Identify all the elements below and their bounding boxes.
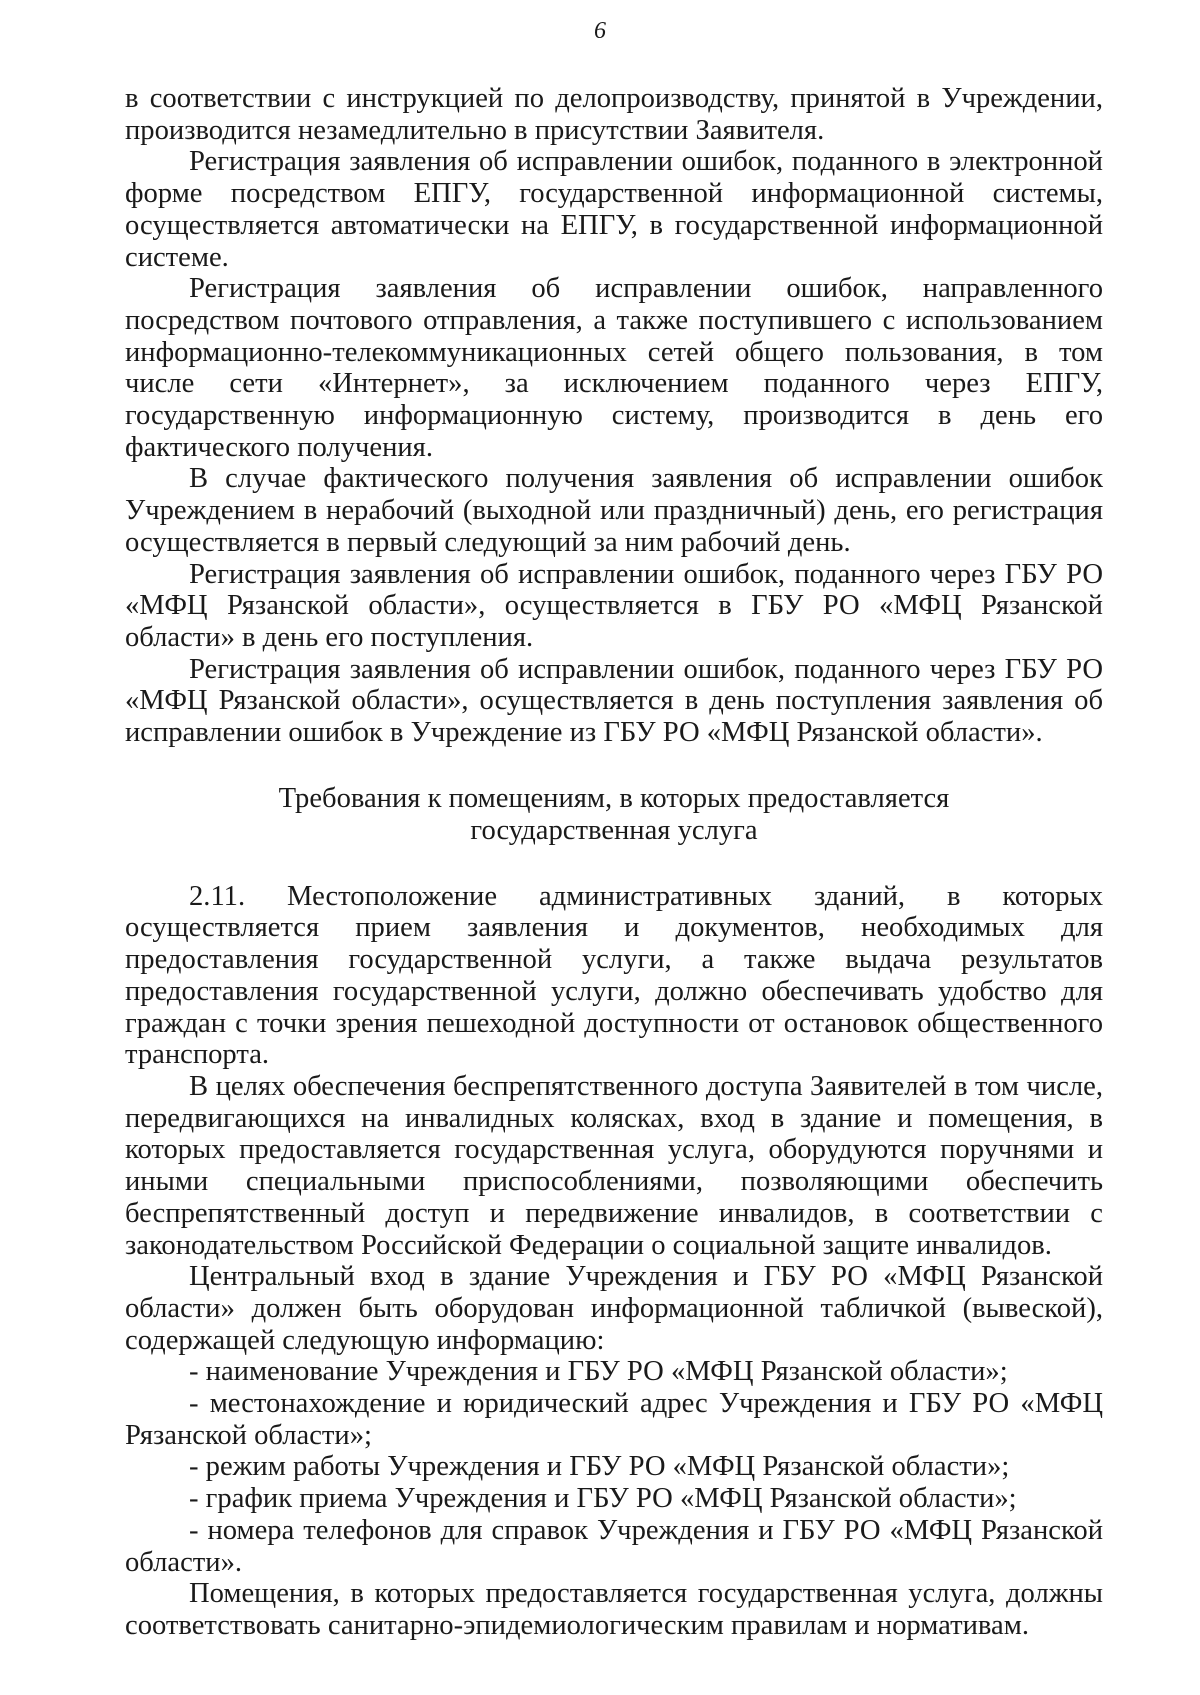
paragraph: Регистрация заявления об исправлении ошибок, направленного посредством почтового отправления, а также поступившего с использованием информационно-телекоммуникационных сетей общего пользования, в том числе сети «Интернет», за исключением поданного через ЕПГУ, государственную информационную систему, производится в день его фактического получения. [125,273,1103,463]
paragraph: в соответствии с инструкцией по делопроизводству, принятой в Учреждении, производится незамедлительно в присутствии Заявителя. [125,83,1103,146]
paragraph: Регистрация заявления об исправлении ошибок, поданного в электронной форме посредством ЕПГУ, государственной информационной системы, осуществляется автоматически на ЕПГУ, в государственной информационной системе. [125,146,1103,273]
list-item: - график приема Учреждения и ГБУ РО «МФЦ Рязанской области»; [189,1483,1017,1515]
paragraph: Регистрация заявления об исправлении ошибок, поданного через ГБУ РО «МФЦ Рязанской области», осуществляется в ГБУ РО «МФЦ Рязанской области» в день его поступления. [125,558,1103,653]
paragraph: Регистрация заявления об исправлении ошибок, поданного через ГБУ РО «МФЦ Рязанской области», осуществляется в день поступления заявления об исправлении ошибок в Учреждение из ГБУ РО «МФЦ Рязанской области». [125,653,1103,749]
paragraph: В случае фактического получения заявления об исправлении ошибок Учреждением в нерабочий (выходной или праздничный) день, его регистрация осуществляется в первый следующий за ним рабочий день. [125,463,1103,558]
section-heading [125,783,1103,847]
section-heading-line: государственная услуга [470,814,758,846]
list-item: - режим работы Учреждения и ГБУ РО «МФЦ Рязанской области»; [189,1451,1010,1483]
list-item: - наименование Учреждения и ГБУ РО «МФЦ Рязанской области»; [189,1356,1008,1388]
paragraph: В целях обеспечения беспрепятственного доступа Заявителей в том числе, передвигающихся на инвалидных колясках, вход в здание и помещения, в которых предоставляется государственная услуга, оборудуются поручнями и иными специальными приспособлениями, позволяющими обеспечить беспрепятственный доступ и передвижение инвалидов, в соответствии с законодательством Российской Федерации о социальной защите инвалидов. [125,1070,1103,1261]
paragraph: Центральный вход в здание Учреждения и ГБУ РО «МФЦ Рязанской области» должен быть оборудован информационной табличкой (вывеской), содержащей следующую информацию: [125,1261,1103,1356]
list-item: - номера телефонов для справок Учреждения и ГБУ РО «МФЦ Рязанской области». [125,1514,1103,1578]
top-paragraphs [125,83,1103,749]
paragraph: 2.11. Местоположение административных зданий, в которых осуществляется прием заявления и документов, необходимых для предоставления государственной услуги, а также выдача результатов предоставления государственной услуги, должно обеспечивать удобство для граждан с точки зрения пешеходной доступности от остановок общественного транспорта. [125,880,1103,1071]
document-body [125,83,1103,1642]
section-heading-line: Требования к помещениям, в которых предоставляется [278,782,950,814]
list-item: - местонахождение и юридический адрес Учреждения и ГБУ РО «МФЦ Рязанской области»; [125,1388,1103,1451]
paragraph: Помещения, в которых предоставляется государственная услуга, должны соответствовать санитарно-эпидемиологическим правилам и нормативам. [125,1578,1103,1641]
page-number: 6 [594,18,606,44]
bottom-paragraphs [125,881,1103,1642]
